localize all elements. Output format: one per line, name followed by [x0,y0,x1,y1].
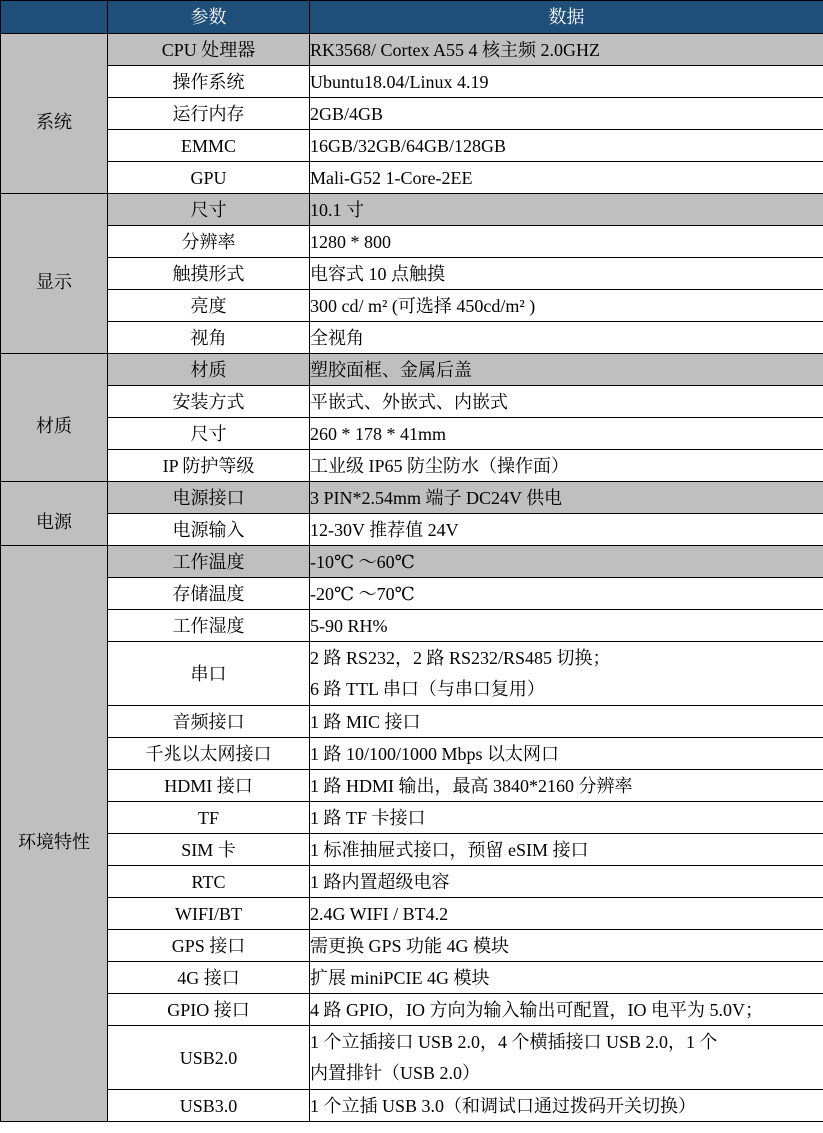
value-cell: 1 路 HDMI 输出，最高 3840*2160 分辨率 [310,770,823,802]
param-cell: 操作系统 [108,66,310,98]
param-cell: 电源输入 [108,514,310,546]
value-cell: Ubuntu18.04/Linux 4.19 [310,66,823,98]
group-label: 系统 [36,111,72,132]
value-cell: 1280 * 800 [310,226,823,258]
param-cell: 音频接口 [108,706,310,738]
group-label: 环境特性 [18,831,90,852]
value-cell: 塑胶面框、金属后盖 [310,354,823,386]
group-label: 显示 [36,271,72,292]
table-row [1,898,823,930]
param-cell: 串口 [108,642,310,706]
table-row [1,290,823,322]
param-cell: SIM 卡 [108,834,310,866]
group-label: 材质 [36,415,72,436]
table-row [1,66,823,98]
param-cell: 运行内存 [108,98,310,130]
value-cell: 全视角 [310,322,823,354]
value-cell: 16GB/32GB/64GB/128GB [310,130,823,162]
param-cell: 安装方式 [108,386,310,418]
param-cell: 电源接口 [108,482,310,514]
table-row [1,770,823,802]
value-cell: 260 * 178 * 41mm [310,418,823,450]
table-row [1,482,823,514]
value-cell [310,1026,823,1090]
table-row [1,962,823,994]
param-cell: 视角 [108,322,310,354]
group-cell-environment [1,546,108,1122]
value-cell: 5-90 RH% [310,610,823,642]
value-cell [310,642,823,706]
param-cell: 工作湿度 [108,610,310,642]
value-cell: 电容式 10 点触摸 [310,258,823,290]
param-cell: 触摸形式 [108,258,310,290]
value-cell: 1 路 TF 卡接口 [310,802,823,834]
param-cell: 尺寸 [108,194,310,226]
value-cell: RK3568/ Cortex A55 4 核主频 2.0GHZ [310,34,823,66]
value-cell: 平嵌式、外嵌式、内嵌式 [310,386,823,418]
table-row [1,130,823,162]
table-row [1,994,823,1026]
value-line: 6 路 TTL 串口（与串口复用） [310,678,545,699]
value-cell: 4 路 GPIO，IO 方向为输入输出可配置，IO 电平为 5.0V； [310,994,823,1026]
value-cell: 300 cd/ m² (可选择 450cd/m² ) [310,290,823,322]
param-cell: 4G 接口 [108,962,310,994]
param-cell: USB3.0 [108,1090,310,1122]
value-cell: 1 路 MIC 接口 [310,706,823,738]
group-cell-power [1,482,108,546]
table-row [1,322,823,354]
param-cell: GPIO 接口 [108,994,310,1026]
value-line: 2 路 RS232，2 路 RS232/RS485 切换； [310,647,611,668]
table-row [1,386,823,418]
table-row [1,162,823,194]
param-cell: 工作温度 [108,546,310,578]
value-line: 1 个立插接口 USB 2.0，4 个横插接口 USB 2.0，1 个 [310,1031,718,1052]
group-label: 电源 [36,511,72,532]
table-row [1,514,823,546]
table-row [1,546,823,578]
param-cell: GPS 接口 [108,930,310,962]
value-cell: Mali-G52 1-Core-2EE [310,162,823,194]
value-cell: 1 标准抽屉式接口，预留 eSIM 接口 [310,834,823,866]
table-row [1,610,823,642]
param-cell: WIFI/BT [108,898,310,930]
table-row [1,930,823,962]
table-row [1,34,823,66]
param-cell: HDMI 接口 [108,770,310,802]
value-cell: -10℃ ～60℃ [310,546,823,578]
value-cell: 2.4G WIFI / BT4.2 [310,898,823,930]
value-cell: 扩展 miniPCIE 4G 模块 [310,962,823,994]
table-row [1,578,823,610]
param-cell: 亮度 [108,290,310,322]
table-row [1,258,823,290]
param-cell: TF [108,802,310,834]
table-row [1,1026,823,1090]
table-row [1,354,823,386]
value-cell: 工业级 IP65 防尘防水（操作面） [310,450,823,482]
table-row [1,738,823,770]
table-row [1,1090,823,1122]
table-header-row [1,1,823,34]
table-row [1,802,823,834]
table-row [1,866,823,898]
group-cell-display [1,194,108,354]
header-data: 数据 [310,1,823,34]
table-row [1,450,823,482]
value-cell: 需更换 GPS 功能 4G 模块 [310,930,823,962]
table-row [1,706,823,738]
group-cell-material [1,354,108,482]
param-cell: GPU [108,162,310,194]
value-cell: 3 PIN*2.54mm 端子 DC24V 供电 [310,482,823,514]
value-cell: 10.1 寸 [310,194,823,226]
table-row [1,418,823,450]
group-cell-system [1,34,108,194]
param-cell: USB2.0 [108,1026,310,1090]
param-cell: RTC [108,866,310,898]
param-cell: 尺寸 [108,418,310,450]
table-row [1,834,823,866]
header-blank [1,1,108,34]
table-row [1,194,823,226]
param-cell: EMMC [108,130,310,162]
value-cell: -20℃ ～70℃ [310,578,823,610]
table-row [1,226,823,258]
value-cell: 12-30V 推荐值 24V [310,514,823,546]
table-row [1,98,823,130]
param-cell: IP 防护等级 [108,450,310,482]
value-cell: 1 路内置超级电容 [310,866,823,898]
param-cell: 材质 [108,354,310,386]
param-cell: 分辨率 [108,226,310,258]
param-cell: 千兆以太网接口 [108,738,310,770]
value-line: 内置排针（USB 2.0） [310,1062,481,1083]
param-cell: CPU 处理器 [108,34,310,66]
value-cell: 1 个立插 USB 3.0（和调试口通过拨码开关切换） [310,1090,823,1122]
table-row [1,642,823,706]
param-cell: 存储温度 [108,578,310,610]
header-param: 参数 [108,1,310,34]
value-cell: 1 路 10/100/1000 Mbps 以太网口 [310,738,823,770]
value-cell: 2GB/4GB [310,98,823,130]
